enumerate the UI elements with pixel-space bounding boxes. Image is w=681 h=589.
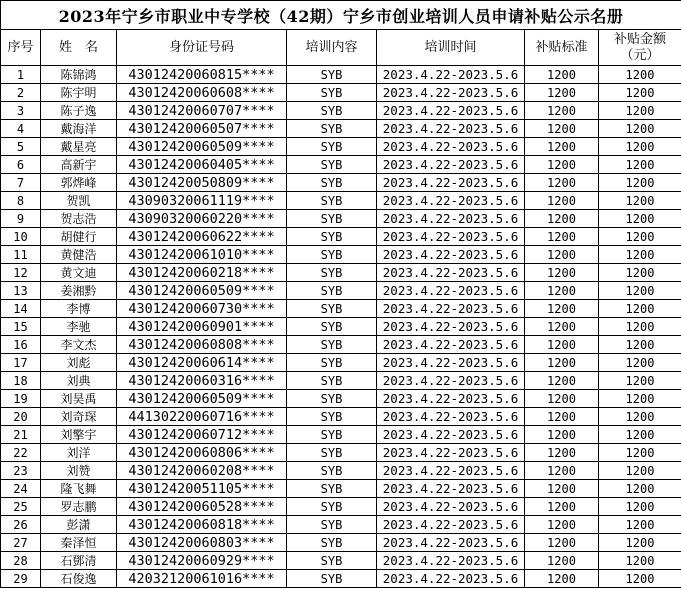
cell-name: 黄健浩 <box>41 246 117 264</box>
cell-subsidy-amount: 1200 <box>599 192 681 210</box>
cell-id-number: 43012420060622**** <box>117 228 287 246</box>
cell-id-number: 43012420060208**** <box>117 462 287 480</box>
cell-seq: 1 <box>1 66 41 84</box>
header-id-number: 身份证号码 <box>117 30 287 66</box>
cell-subsidy-standard: 1200 <box>525 498 599 516</box>
cell-subsidy-standard: 1200 <box>525 570 599 588</box>
cell-subsidy-standard: 1200 <box>525 480 599 498</box>
table-row <box>1 390 681 408</box>
cell-subsidy-amount: 1200 <box>599 498 681 516</box>
cell-subsidy-amount: 1200 <box>599 336 681 354</box>
cell-seq: 4 <box>1 120 41 138</box>
cell-name: 刘典 <box>41 372 117 390</box>
cell-id-number: 43012420060509**** <box>117 138 287 156</box>
cell-subsidy-amount: 1200 <box>599 156 681 174</box>
cell-training-period: 2023.4.22-2023.5.6 <box>377 264 525 282</box>
table-row <box>1 84 681 102</box>
cell-training-period: 2023.4.22-2023.5.6 <box>377 498 525 516</box>
cell-subsidy-amount: 1200 <box>599 462 681 480</box>
cell-training-period: 2023.4.22-2023.5.6 <box>377 66 525 84</box>
cell-seq: 10 <box>1 228 41 246</box>
cell-subsidy-amount: 1200 <box>599 408 681 426</box>
cell-name: 李文杰 <box>41 336 117 354</box>
cell-seq: 26 <box>1 516 41 534</box>
header-row <box>1 30 681 66</box>
cell-training-period: 2023.4.22-2023.5.6 <box>377 300 525 318</box>
table-row <box>1 102 681 120</box>
cell-name: 石俊逸 <box>41 570 117 588</box>
cell-subsidy-amount: 1200 <box>599 426 681 444</box>
cell-subsidy-amount: 1200 <box>599 264 681 282</box>
cell-id-number: 43012420060608**** <box>117 84 287 102</box>
cell-subsidy-amount: 1200 <box>599 102 681 120</box>
cell-id-number: 43012420051105**** <box>117 480 287 498</box>
table-row <box>1 138 681 156</box>
cell-training-content: SYB <box>287 336 377 354</box>
cell-training-content: SYB <box>287 498 377 516</box>
cell-training-period: 2023.4.22-2023.5.6 <box>377 282 525 300</box>
cell-name: 彭潇 <box>41 516 117 534</box>
cell-subsidy-amount: 1200 <box>599 228 681 246</box>
cell-seq: 27 <box>1 534 41 552</box>
cell-seq: 8 <box>1 192 41 210</box>
cell-training-period: 2023.4.22-2023.5.6 <box>377 336 525 354</box>
cell-subsidy-amount: 1200 <box>599 354 681 372</box>
cell-training-content: SYB <box>287 570 377 588</box>
cell-training-period: 2023.4.22-2023.5.6 <box>377 192 525 210</box>
cell-id-number: 43012420060929**** <box>117 552 287 570</box>
table-row <box>1 444 681 462</box>
cell-name: 李博 <box>41 300 117 318</box>
cell-subsidy-amount: 1200 <box>599 480 681 498</box>
cell-name: 戴星亮 <box>41 138 117 156</box>
cell-name: 胡健行 <box>41 228 117 246</box>
cell-id-number: 43012420060806**** <box>117 444 287 462</box>
cell-name: 石鄧清 <box>41 552 117 570</box>
cell-seq: 21 <box>1 426 41 444</box>
table-row <box>1 156 681 174</box>
cell-training-period: 2023.4.22-2023.5.6 <box>377 444 525 462</box>
cell-seq: 29 <box>1 570 41 588</box>
cell-subsidy-amount: 1200 <box>599 516 681 534</box>
table-row <box>1 426 681 444</box>
cell-id-number: 43012420060509**** <box>117 282 287 300</box>
cell-training-content: SYB <box>287 174 377 192</box>
cell-name: 郭烨峰 <box>41 174 117 192</box>
cell-subsidy-amount: 1200 <box>599 84 681 102</box>
cell-training-content: SYB <box>287 84 377 102</box>
cell-name: 戴海洋 <box>41 120 117 138</box>
cell-subsidy-amount: 1200 <box>599 174 681 192</box>
cell-subsidy-standard: 1200 <box>525 444 599 462</box>
cell-seq: 16 <box>1 336 41 354</box>
table-row <box>1 246 681 264</box>
cell-training-period: 2023.4.22-2023.5.6 <box>377 408 525 426</box>
cell-subsidy-amount: 1200 <box>599 246 681 264</box>
cell-subsidy-standard: 1200 <box>525 354 599 372</box>
table-row <box>1 354 681 372</box>
table-row <box>1 534 681 552</box>
cell-subsidy-standard: 1200 <box>525 300 599 318</box>
cell-seq: 12 <box>1 264 41 282</box>
cell-subsidy-amount: 1200 <box>599 120 681 138</box>
cell-training-period: 2023.4.22-2023.5.6 <box>377 120 525 138</box>
cell-training-content: SYB <box>287 318 377 336</box>
table-row <box>1 462 681 480</box>
cell-seq: 5 <box>1 138 41 156</box>
cell-seq: 15 <box>1 318 41 336</box>
cell-name: 陈子逸 <box>41 102 117 120</box>
cell-subsidy-standard: 1200 <box>525 228 599 246</box>
cell-seq: 25 <box>1 498 41 516</box>
cell-id-number: 44130220060716**** <box>117 408 287 426</box>
cell-seq: 28 <box>1 552 41 570</box>
cell-seq: 3 <box>1 102 41 120</box>
cell-training-period: 2023.4.22-2023.5.6 <box>377 246 525 264</box>
cell-name: 刘洋 <box>41 444 117 462</box>
cell-id-number: 43012420060707**** <box>117 102 287 120</box>
cell-training-content: SYB <box>287 426 377 444</box>
cell-name: 贺志浩 <box>41 210 117 228</box>
cell-name: 贺凯 <box>41 192 117 210</box>
table-row <box>1 318 681 336</box>
header-subsidy-standard: 补贴标准 <box>525 30 599 66</box>
cell-subsidy-standard: 1200 <box>525 246 599 264</box>
cell-subsidy-amount: 1200 <box>599 372 681 390</box>
cell-training-period: 2023.4.22-2023.5.6 <box>377 390 525 408</box>
cell-training-period: 2023.4.22-2023.5.6 <box>377 156 525 174</box>
cell-subsidy-standard: 1200 <box>525 66 599 84</box>
cell-subsidy-amount: 1200 <box>599 282 681 300</box>
cell-training-content: SYB <box>287 246 377 264</box>
cell-seq: 11 <box>1 246 41 264</box>
cell-subsidy-standard: 1200 <box>525 282 599 300</box>
cell-training-content: SYB <box>287 534 377 552</box>
cell-training-content: SYB <box>287 102 377 120</box>
table-row <box>1 300 681 318</box>
cell-training-period: 2023.4.22-2023.5.6 <box>377 534 525 552</box>
cell-id-number: 43012420060614**** <box>117 354 287 372</box>
cell-training-content: SYB <box>287 210 377 228</box>
cell-id-number: 43012420060528**** <box>117 498 287 516</box>
cell-training-content: SYB <box>287 192 377 210</box>
table-row <box>1 264 681 282</box>
cell-subsidy-standard: 1200 <box>525 102 599 120</box>
cell-training-period: 2023.4.22-2023.5.6 <box>377 174 525 192</box>
cell-subsidy-standard: 1200 <box>525 426 599 444</box>
cell-subsidy-standard: 1200 <box>525 156 599 174</box>
cell-training-period: 2023.4.22-2023.5.6 <box>377 228 525 246</box>
cell-subsidy-amount: 1200 <box>599 552 681 570</box>
cell-seq: 2 <box>1 84 41 102</box>
page-title: 2023年宁乡市职业中专学校（42期）宁乡市创业培训人员申请补贴公示名册 <box>1 1 681 30</box>
cell-training-content: SYB <box>287 462 377 480</box>
cell-subsidy-amount: 1200 <box>599 318 681 336</box>
table-row <box>1 66 681 84</box>
cell-id-number: 43012420060818**** <box>117 516 287 534</box>
cell-subsidy-standard: 1200 <box>525 174 599 192</box>
cell-subsidy-amount: 1200 <box>599 210 681 228</box>
cell-name: 秦泽恒 <box>41 534 117 552</box>
cell-subsidy-standard: 1200 <box>525 336 599 354</box>
cell-training-period: 2023.4.22-2023.5.6 <box>377 552 525 570</box>
cell-seq: 6 <box>1 156 41 174</box>
cell-subsidy-amount: 1200 <box>599 444 681 462</box>
table-row <box>1 408 681 426</box>
cell-training-content: SYB <box>287 444 377 462</box>
cell-name: 刘擎宇 <box>41 426 117 444</box>
cell-seq: 17 <box>1 354 41 372</box>
cell-subsidy-standard: 1200 <box>525 318 599 336</box>
cell-subsidy-amount: 1200 <box>599 138 681 156</box>
cell-seq: 14 <box>1 300 41 318</box>
cell-name: 姜湘黔 <box>41 282 117 300</box>
cell-id-number: 43090320061119**** <box>117 192 287 210</box>
table-row <box>1 372 681 390</box>
table-row <box>1 174 681 192</box>
cell-subsidy-amount: 1200 <box>599 66 681 84</box>
cell-id-number: 43012420060815**** <box>117 66 287 84</box>
cell-training-content: SYB <box>287 480 377 498</box>
cell-id-number: 43012420060901**** <box>117 318 287 336</box>
cell-training-content: SYB <box>287 282 377 300</box>
table-row <box>1 336 681 354</box>
cell-seq: 19 <box>1 390 41 408</box>
cell-training-period: 2023.4.22-2023.5.6 <box>377 354 525 372</box>
cell-subsidy-amount: 1200 <box>599 570 681 588</box>
cell-id-number: 43012420060316**** <box>117 372 287 390</box>
cell-id-number: 43012420060808**** <box>117 336 287 354</box>
cell-training-period: 2023.4.22-2023.5.6 <box>377 516 525 534</box>
header-name: 姓 名 <box>41 30 117 66</box>
cell-training-content: SYB <box>287 300 377 318</box>
header-subsidy-amount <box>599 30 681 66</box>
header-training-content: 培训内容 <box>287 30 377 66</box>
cell-name: 高新宇 <box>41 156 117 174</box>
title-row <box>1 1 681 30</box>
cell-training-period: 2023.4.22-2023.5.6 <box>377 480 525 498</box>
cell-name: 刘昊禹 <box>41 390 117 408</box>
cell-subsidy-standard: 1200 <box>525 390 599 408</box>
table-row <box>1 282 681 300</box>
cell-subsidy-amount: 1200 <box>599 300 681 318</box>
table-row <box>1 120 681 138</box>
cell-seq: 7 <box>1 174 41 192</box>
cell-id-number: 43012420060509**** <box>117 390 287 408</box>
cell-id-number: 43012420060803**** <box>117 534 287 552</box>
cell-subsidy-standard: 1200 <box>525 408 599 426</box>
table-row <box>1 480 681 498</box>
cell-training-content: SYB <box>287 138 377 156</box>
cell-id-number: 43012420060730**** <box>117 300 287 318</box>
cell-seq: 9 <box>1 210 41 228</box>
cell-name: 陈锦鸿 <box>41 66 117 84</box>
cell-id-number: 43012420060405**** <box>117 156 287 174</box>
table-body <box>1 66 681 588</box>
cell-seq: 23 <box>1 462 41 480</box>
cell-id-number: 43012420060712**** <box>117 426 287 444</box>
cell-id-number: 43090320060220**** <box>117 210 287 228</box>
cell-name: 刘赞 <box>41 462 117 480</box>
header-subsidy-amount-line1: 补贴金额 <box>614 31 667 47</box>
cell-training-period: 2023.4.22-2023.5.6 <box>377 318 525 336</box>
cell-subsidy-standard: 1200 <box>525 372 599 390</box>
cell-id-number: 43012420050809**** <box>117 174 287 192</box>
cell-seq: 13 <box>1 282 41 300</box>
cell-id-number: 43012420061010**** <box>117 246 287 264</box>
cell-training-period: 2023.4.22-2023.5.6 <box>377 426 525 444</box>
cell-subsidy-standard: 1200 <box>525 264 599 282</box>
cell-training-content: SYB <box>287 156 377 174</box>
table-row <box>1 516 681 534</box>
cell-training-content: SYB <box>287 354 377 372</box>
cell-seq: 22 <box>1 444 41 462</box>
cell-subsidy-amount: 1200 <box>599 390 681 408</box>
cell-training-period: 2023.4.22-2023.5.6 <box>377 138 525 156</box>
cell-name: 李驰 <box>41 318 117 336</box>
cell-subsidy-standard: 1200 <box>525 462 599 480</box>
cell-seq: 24 <box>1 480 41 498</box>
header-subsidy-amount-line2: （元） <box>620 47 660 63</box>
cell-training-period: 2023.4.22-2023.5.6 <box>377 462 525 480</box>
cell-name: 陈宇明 <box>41 84 117 102</box>
cell-training-period: 2023.4.22-2023.5.6 <box>377 210 525 228</box>
cell-name: 黄文迪 <box>41 264 117 282</box>
cell-subsidy-standard: 1200 <box>525 138 599 156</box>
cell-subsidy-standard: 1200 <box>525 192 599 210</box>
cell-training-content: SYB <box>287 408 377 426</box>
cell-seq: 20 <box>1 408 41 426</box>
header-training-period: 培训时间 <box>377 30 525 66</box>
cell-id-number: 43012420060218**** <box>117 264 287 282</box>
cell-training-content: SYB <box>287 228 377 246</box>
cell-training-content: SYB <box>287 66 377 84</box>
cell-name: 刘奇琛 <box>41 408 117 426</box>
table-row <box>1 192 681 210</box>
cell-subsidy-standard: 1200 <box>525 516 599 534</box>
cell-training-period: 2023.4.22-2023.5.6 <box>377 102 525 120</box>
cell-seq: 18 <box>1 372 41 390</box>
cell-training-period: 2023.4.22-2023.5.6 <box>377 570 525 588</box>
cell-subsidy-standard: 1200 <box>525 84 599 102</box>
table-row <box>1 570 681 588</box>
table-row <box>1 210 681 228</box>
cell-training-content: SYB <box>287 120 377 138</box>
table-row <box>1 228 681 246</box>
cell-id-number: 42032120061016**** <box>117 570 287 588</box>
cell-name: 刘彪 <box>41 354 117 372</box>
cell-training-content: SYB <box>287 552 377 570</box>
header-seq: 序号 <box>1 30 41 66</box>
cell-subsidy-standard: 1200 <box>525 552 599 570</box>
cell-subsidy-amount: 1200 <box>599 534 681 552</box>
cell-training-content: SYB <box>287 390 377 408</box>
table-row <box>1 552 681 570</box>
cell-name: 隆飞舞 <box>41 480 117 498</box>
cell-subsidy-standard: 1200 <box>525 534 599 552</box>
cell-training-content: SYB <box>287 264 377 282</box>
cell-training-period: 2023.4.22-2023.5.6 <box>377 372 525 390</box>
cell-name: 罗志鹏 <box>41 498 117 516</box>
cell-training-content: SYB <box>287 372 377 390</box>
cell-subsidy-standard: 1200 <box>525 120 599 138</box>
cell-subsidy-standard: 1200 <box>525 210 599 228</box>
cell-training-content: SYB <box>287 516 377 534</box>
table-row <box>1 498 681 516</box>
cell-training-period: 2023.4.22-2023.5.6 <box>377 84 525 102</box>
cell-id-number: 43012420060507**** <box>117 120 287 138</box>
